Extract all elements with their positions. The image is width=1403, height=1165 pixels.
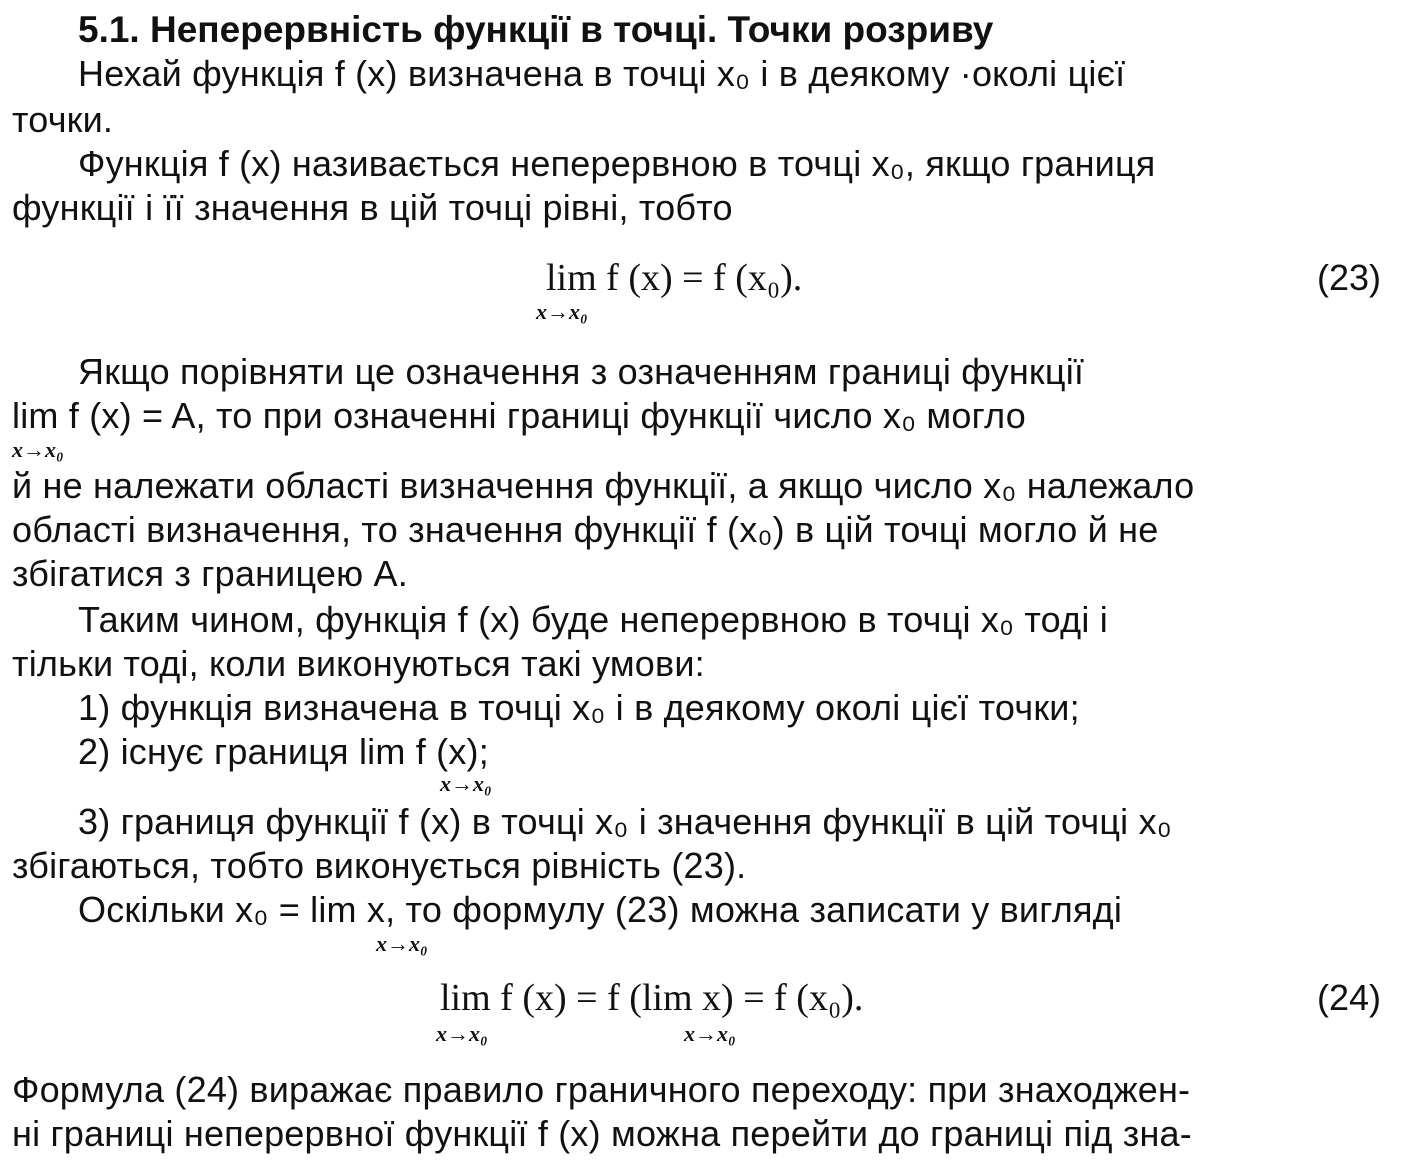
paragraph-1-line-2: точки. <box>12 99 114 140</box>
paragraph-5-limit-subscript: x→x₀ <box>376 931 428 956</box>
paragraph-6-line-2: ні границі неперервної функції f (x) можна перейти до границі під зна- <box>12 1113 1192 1154</box>
paragraph-3-line-5: збігатися з границею A. <box>12 553 408 594</box>
paragraph-2-line-1: Функція f (x) називається неперервною в точці x₀, якщо границя <box>78 143 1156 184</box>
paragraph-5-line-1: Оскільки x₀ = lim x, то формулу (23) можна записати у вигляді <box>78 889 1123 930</box>
equation-24-limit-subscript-1: x→x₀ <box>436 1021 488 1046</box>
section-heading: 5.1. Неперервність функції в точці. Точки розриву <box>78 9 994 50</box>
condition-3-line-1: 3) границя функції f (x) в точці x₀ і значення функції в цій точці x₀ <box>78 801 1172 842</box>
condition-2-limit-subscript: x→x₀ <box>440 771 492 796</box>
equation-23-limit-subscript: x→x₀ <box>536 299 588 324</box>
equation-24: lim f (x) = f (lim x) = f (x₀). <box>440 977 864 1019</box>
equation-24-number: (24) <box>1316 977 1381 1018</box>
paragraph-3-line-1: Якщо порівняти це означення з означенням границі функції <box>78 351 1085 392</box>
paragraph-1-line-1: Нехай функція f (x) визначена в точці x₀ і в деякому ·околі цієї <box>78 53 1126 94</box>
equation-23-number: (23) <box>1316 257 1381 298</box>
paragraph-4-line-2: тільки тоді, коли виконуються такі умови: <box>12 643 705 684</box>
paragraph-6-line-1: Формула (24) виражає правило граничного переходу: при знаходжен- <box>12 1069 1191 1110</box>
condition-1: 1) функція визначена в точці x₀ і в деякому околі цієї точки; <box>78 687 1080 728</box>
paragraph-3-line-3: й не належати області визначення функції, а якщо число x₀ належало <box>12 465 1195 506</box>
equation-24-limit-subscript-2: x→x₀ <box>684 1021 736 1046</box>
paragraph-3-limit-subscript: x→x₀ <box>12 437 64 462</box>
condition-3-line-2: збігаються, тобто виконується рівність (23). <box>12 845 747 886</box>
paragraph-2-line-2: функції і її значення в цій точці рівні, тобто <box>12 187 733 228</box>
condition-2: 2) існує границя lim f (x); <box>78 731 489 772</box>
paragraph-3-line-4: області визначення, то значення функції f (x₀) в цій точці могло й не <box>12 509 1159 550</box>
paragraph-3-line-2: lim f (x) = A, то при означенні границі функції число x₀ могло <box>12 395 1026 436</box>
equation-23: lim f (x) = f (x₀). <box>546 257 803 299</box>
paragraph-4-line-1: Таким чином, функція f (x) буде неперервною в точці x₀ тоді і <box>78 599 1108 640</box>
